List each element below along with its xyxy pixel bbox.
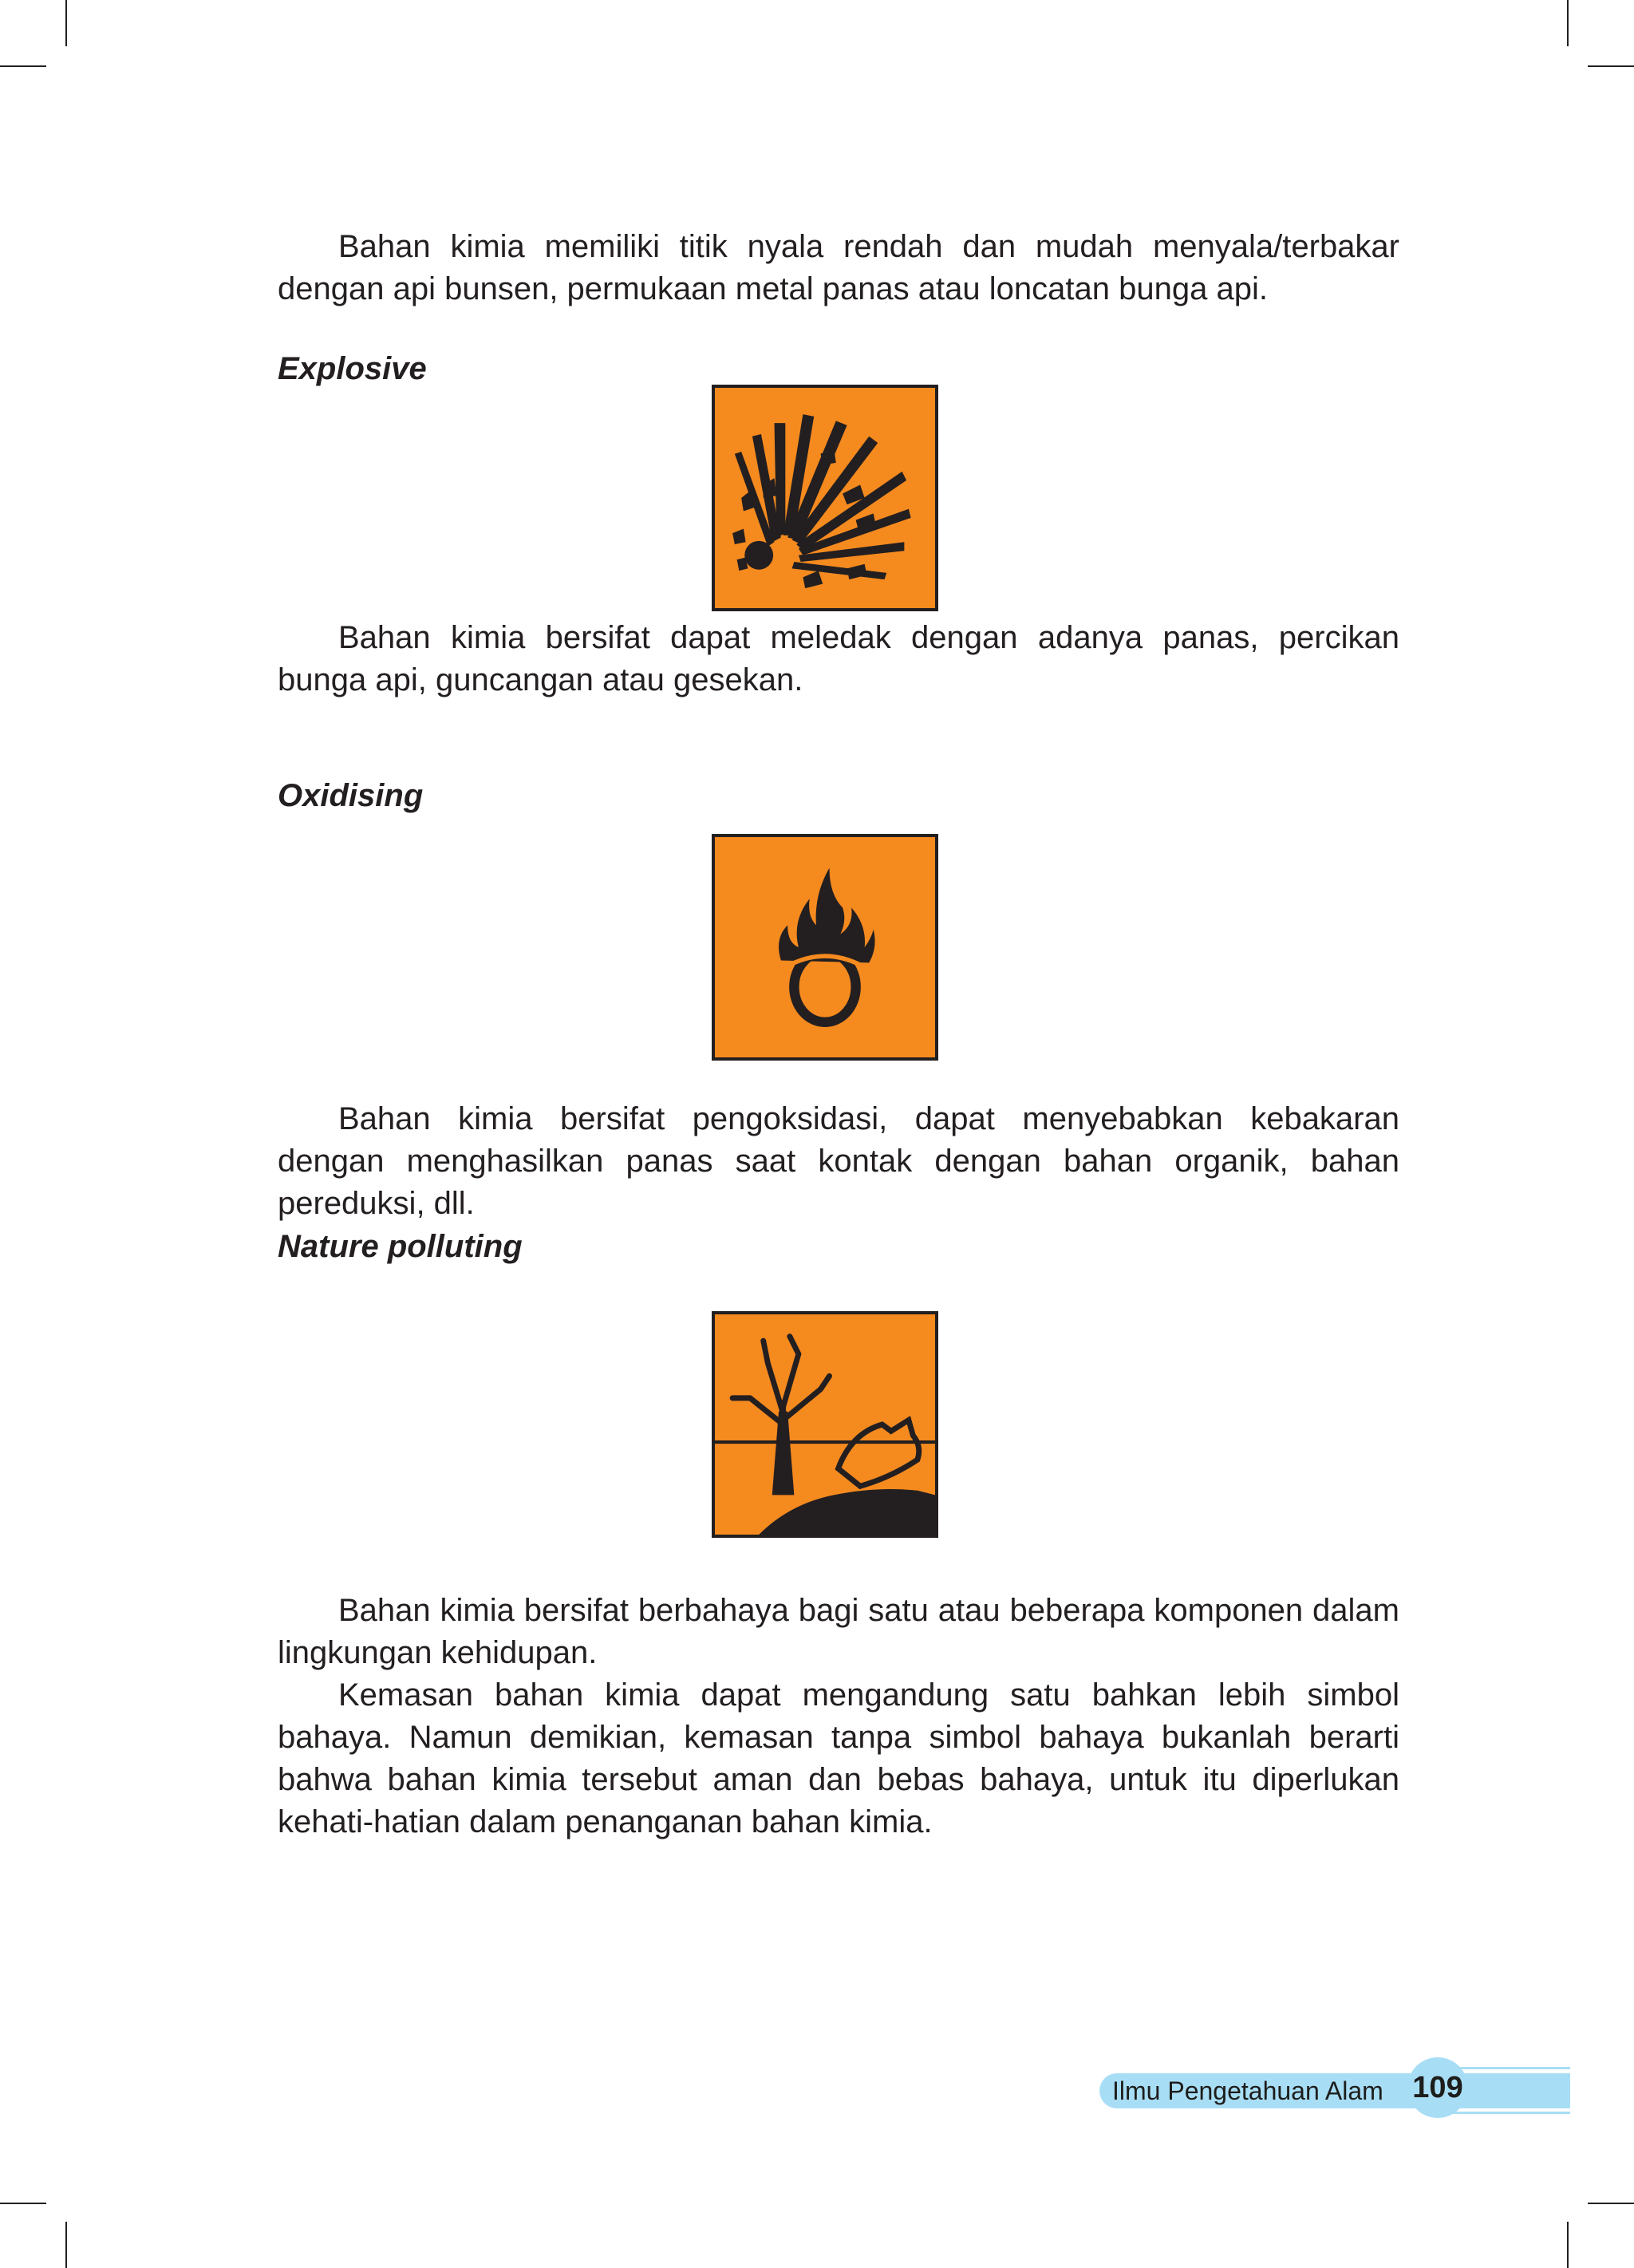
crop-mark (65, 2222, 67, 2268)
explosive-symbol (712, 385, 938, 611)
oxidising-heading: Oxidising (278, 778, 424, 813)
flame-over-circle-icon (715, 837, 935, 1057)
page-number: 109 (1412, 2071, 1463, 2104)
crop-mark (65, 0, 67, 46)
crop-mark (0, 65, 46, 67)
crop-mark (1567, 0, 1569, 46)
packaging-note: Kemasan bahan kimia dapat mengandung satu bahkan lebih simbol bahaya. Namun demikian, kemasan tanpa simbol bahaya bukanlah berarti bahwa bahan kimia tersebut aman dan bebas bahaya, untuk itu diperlukan kehati-hatian dalam penanganan bahan kimia. (278, 1677, 1399, 1839)
crop-mark (1567, 2222, 1569, 2268)
nature-polluting-heading: Nature polluting (278, 1229, 523, 1264)
explosive-description: Bahan kimia bersifat dapat meledak dengan adanya panas, percikan bunga api, guncangan atau gesekan. (278, 620, 1399, 697)
footer-book-title: Ilmu Pengetahuan Alam (1112, 2076, 1383, 2105)
explosive-heading: Explosive (278, 351, 427, 386)
dead-tree-fish-environment-icon (715, 1314, 935, 1535)
crop-mark (0, 2203, 46, 2204)
crop-mark (1588, 65, 1634, 67)
flammable-description: Bahan kimia memiliki titik nyala rendah dan mudah menyala/terbakar dengan api bunsen, permukaan metal panas atau loncatan bunga api. (278, 229, 1399, 306)
nature-polluting-symbol (712, 1311, 938, 1538)
oxidising-symbol (712, 834, 938, 1061)
explosion-hazard-icon (715, 388, 935, 608)
oxidising-description: Bahan kimia bersifat pengoksidasi, dapat menyebabkan kebakaran dengan menghasilkan panas saat kontak dengan bahan organik, bahan pereduksi, dll. (278, 1101, 1399, 1221)
crop-mark (1588, 2203, 1634, 2204)
nature-polluting-description: Bahan kimia bersifat berbahaya bagi satu atau beberapa komponen dalam lingkungan kehidupan. (278, 1593, 1399, 1670)
